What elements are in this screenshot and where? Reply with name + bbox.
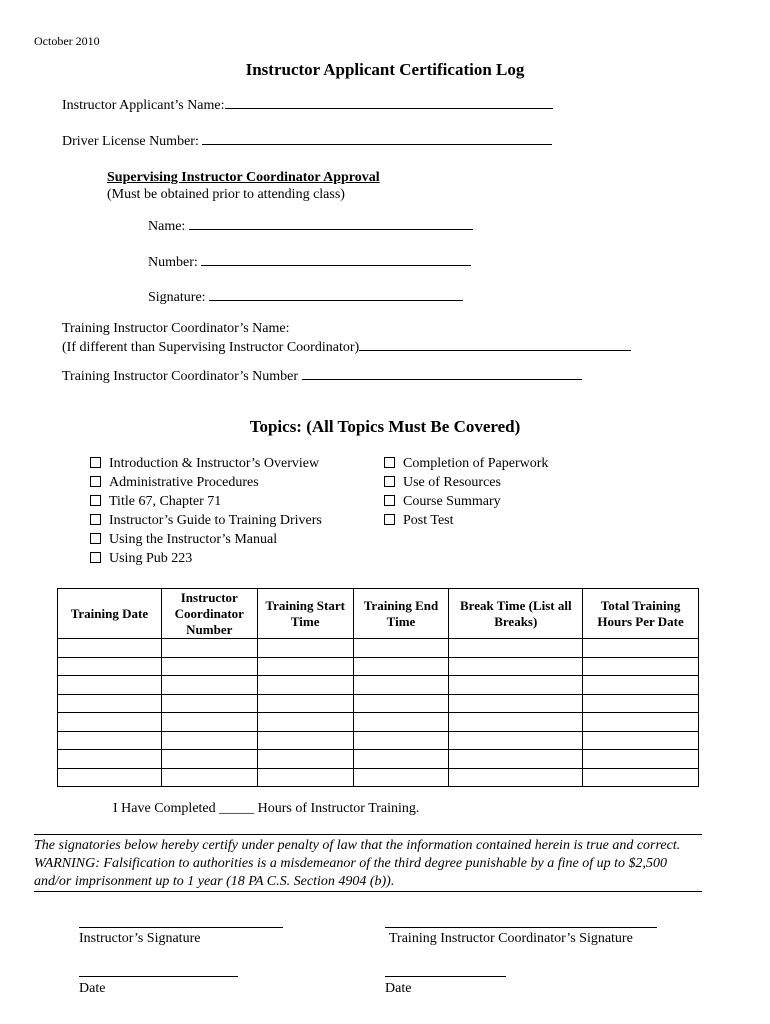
topics-heading: Topics: (All Topics Must Be Covered) [249, 417, 521, 436]
training-coordinator-name-label: Training Instructor Coordinator’s Name: [62, 321, 290, 336]
table-cell[interactable] [161, 694, 257, 713]
table-cell[interactable] [583, 713, 699, 732]
table-cell[interactable] [449, 750, 583, 769]
table-cell[interactable] [58, 713, 162, 732]
driver-license-line[interactable] [202, 144, 552, 145]
training-coordinator-number-field[interactable] [62, 369, 582, 385]
topic-item[interactable] [384, 513, 454, 529]
table-cell[interactable] [161, 731, 257, 750]
training-coordinator-number-line[interactable] [302, 379, 582, 380]
table-cell[interactable] [353, 676, 449, 695]
table-cell[interactable] [583, 768, 699, 787]
applicant-name-field[interactable] [62, 98, 553, 114]
table-cell[interactable] [58, 731, 162, 750]
topic-label: Use of Resources [403, 475, 501, 490]
table-cell[interactable] [58, 639, 162, 658]
checkbox-icon[interactable] [384, 514, 395, 525]
table-row [58, 713, 699, 732]
topic-label: Using the Instructor’s Manual [109, 532, 278, 547]
col-header-coordinator-number: Instructor Coordinator Number [161, 589, 257, 639]
table-row [58, 639, 699, 658]
coordinator-signature-line[interactable] [385, 927, 657, 928]
topic-label: Instructor’s Guide to Training Drivers [109, 513, 322, 528]
topic-item[interactable] [90, 532, 277, 548]
table-cell[interactable] [353, 657, 449, 676]
table-cell[interactable] [583, 657, 699, 676]
topic-item[interactable] [384, 494, 501, 510]
checkbox-icon[interactable] [384, 476, 395, 487]
checkbox-icon[interactable] [384, 495, 395, 506]
supervisor-number-field[interactable] [148, 255, 471, 271]
driver-license-field[interactable] [62, 134, 552, 150]
checkbox-icon[interactable] [90, 533, 101, 544]
col-header-end-time: Training End Time [353, 589, 449, 639]
supervisor-number-line[interactable] [201, 265, 471, 266]
table-cell[interactable] [257, 639, 353, 658]
col-header-total-hours: Total Training Hours Per Date [583, 589, 699, 639]
supervisor-name-label: Name: [148, 219, 186, 234]
topic-item[interactable] [384, 475, 501, 491]
table-cell[interactable] [161, 768, 257, 787]
table-row [58, 768, 699, 787]
checkbox-icon[interactable] [90, 514, 101, 525]
table-cell[interactable] [449, 676, 583, 695]
topic-label: Title 67, Chapter 71 [109, 494, 222, 509]
table-row [58, 694, 699, 713]
coordinator-signature-label: Training Instructor Coordinator’s Signature [389, 931, 633, 946]
table-cell[interactable] [353, 750, 449, 769]
supervisor-signature-label: Signature: [148, 290, 206, 305]
table-cell[interactable] [161, 676, 257, 695]
table-cell[interactable] [58, 768, 162, 787]
hours-completed-statement[interactable]: I Have Completed _____ Hours of Instructor Training. [113, 801, 420, 816]
supervising-approval-heading: Supervising Instructor Coordinator Approval [107, 170, 380, 185]
checkbox-icon[interactable] [90, 476, 101, 487]
training-coordinator-name-field[interactable] [62, 340, 631, 356]
table-cell[interactable] [449, 657, 583, 676]
topic-label: Introduction & Instructor’s Overview [109, 456, 320, 471]
coordinator-date-line[interactable] [385, 976, 506, 977]
instructor-signature-label: Instructor’s Signature [79, 931, 201, 946]
table-cell[interactable] [257, 731, 353, 750]
applicant-name-label: Instructor Applicant’s Name: [62, 98, 225, 113]
topic-label: Administrative Procedures [109, 475, 259, 490]
table-cell[interactable] [583, 731, 699, 750]
table-header-row [58, 589, 699, 639]
topic-item[interactable] [90, 551, 192, 567]
table-row [58, 657, 699, 676]
checkbox-icon[interactable] [384, 457, 395, 468]
topic-label: Post Test [403, 513, 454, 528]
table-cell[interactable] [58, 750, 162, 769]
table-cell[interactable] [58, 694, 162, 713]
table-cell[interactable] [583, 750, 699, 769]
topic-item[interactable] [90, 456, 319, 472]
table-cell[interactable] [58, 676, 162, 695]
instructor-date-line[interactable] [79, 976, 238, 977]
supervising-approval-note: (Must be obtained prior to attending class) [107, 187, 345, 202]
table-cell[interactable] [161, 713, 257, 732]
table-cell[interactable] [353, 768, 449, 787]
training-coordinator-name-line[interactable] [359, 350, 631, 351]
table-cell[interactable] [353, 639, 449, 658]
coordinator-date-label: Date [385, 981, 412, 996]
table-cell[interactable] [583, 694, 699, 713]
topic-item[interactable] [90, 513, 322, 529]
col-header-training-date: Training Date [58, 589, 162, 639]
instructor-date-label: Date [79, 981, 106, 996]
table-cell[interactable] [449, 639, 583, 658]
applicant-name-line[interactable] [225, 108, 553, 109]
training-log-table [57, 588, 699, 787]
table-row [58, 731, 699, 750]
table-cell[interactable] [58, 657, 162, 676]
checkbox-icon[interactable] [90, 495, 101, 506]
table-cell[interactable] [257, 694, 353, 713]
checkbox-icon[interactable] [90, 552, 101, 563]
topic-label: Using Pub 223 [109, 551, 193, 566]
supervisor-signature-line[interactable] [209, 300, 463, 301]
col-header-break-time: Break Time (List all Breaks) [449, 589, 583, 639]
table-cell[interactable] [257, 657, 353, 676]
table-row [58, 750, 699, 769]
table-cell[interactable] [353, 713, 449, 732]
supervisor-signature-field[interactable] [148, 290, 463, 306]
document-date: October 2010 [34, 34, 100, 48]
table-cell[interactable] [257, 713, 353, 732]
supervisor-name-line[interactable] [189, 229, 473, 230]
table-cell[interactable] [353, 694, 449, 713]
table-cell[interactable] [161, 639, 257, 658]
topic-label: Course Summary [403, 494, 501, 509]
driver-license-label: Driver License Number: [62, 134, 199, 149]
instructor-signature-line[interactable] [79, 927, 283, 928]
table-cell[interactable] [161, 750, 257, 769]
supervisor-number-label: Number: [148, 255, 198, 270]
certification-statement: The signatories below hereby certify under penalty of law that the information contained herein is true and correct. WARNING: Falsification to authorities is a misdemeanor of the third degree punishable by a fine of up to $2,500 and/or imprisonment up to 1 year (18 PA C.S. Section 4904 (b)). [34, 834, 702, 892]
table-cell[interactable] [257, 676, 353, 695]
table-cell[interactable] [257, 750, 353, 769]
table-cell[interactable] [161, 657, 257, 676]
table-cell[interactable] [353, 731, 449, 750]
table-row [58, 676, 699, 695]
table-cell[interactable] [583, 639, 699, 658]
topic-item[interactable] [90, 494, 221, 510]
topic-label: Completion of Paperwork [403, 456, 549, 471]
col-header-start-time: Training Start Time [257, 589, 353, 639]
table-body [58, 639, 699, 787]
training-coordinator-if-different-label: (If different than Supervising Instructor Coordinator) [62, 340, 360, 355]
topic-item[interactable] [384, 456, 548, 472]
table-cell[interactable] [449, 713, 583, 732]
table-cell[interactable] [257, 768, 353, 787]
table-cell[interactable] [449, 694, 583, 713]
table-cell[interactable] [449, 731, 583, 750]
training-coordinator-number-label: Training Instructor Coordinator’s Number [62, 369, 299, 384]
supervisor-name-field[interactable] [148, 219, 473, 235]
document-title: Instructor Applicant Certification Log [245, 60, 525, 79]
topic-item[interactable] [90, 475, 259, 491]
table-cell[interactable] [449, 768, 583, 787]
table-cell[interactable] [583, 676, 699, 695]
checkbox-icon[interactable] [90, 457, 101, 468]
